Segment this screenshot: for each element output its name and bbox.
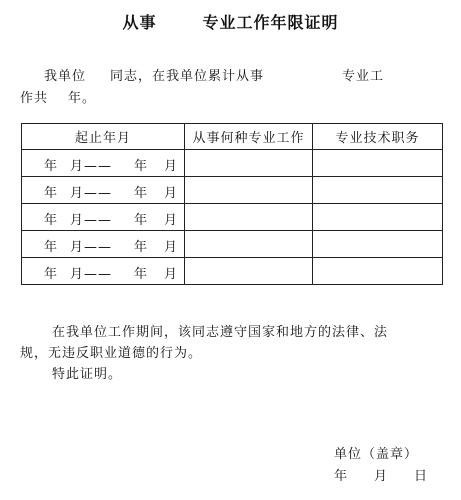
work-cell bbox=[185, 150, 313, 177]
period-cell bbox=[22, 177, 185, 204]
period-end-year: 年 bbox=[134, 240, 149, 255]
document-title bbox=[0, 10, 461, 33]
period-start-month: 月—— bbox=[70, 267, 113, 282]
table-row bbox=[22, 204, 443, 231]
period-start-year: 年 bbox=[44, 240, 59, 255]
intro-line2-b: 年。 bbox=[68, 91, 97, 106]
certification-body bbox=[20, 322, 440, 385]
title-cell bbox=[313, 258, 443, 285]
period-cell bbox=[22, 204, 185, 231]
title-part-2: 专业工作年限证明 bbox=[202, 13, 339, 32]
header-title: 专业技术职务 bbox=[313, 124, 443, 150]
table-header-row bbox=[22, 124, 443, 150]
work-cell bbox=[185, 204, 313, 231]
body-para1-line2: 规，无违反职业道德的行为。 bbox=[20, 346, 203, 361]
period-start-month: 月—— bbox=[70, 240, 113, 255]
title-cell bbox=[313, 231, 443, 258]
signature-block bbox=[334, 444, 428, 488]
intro-line1-c: 专业工 bbox=[342, 69, 385, 84]
intro-line1-a: 我单位 bbox=[44, 69, 87, 84]
work-cell bbox=[185, 177, 313, 204]
intro-line2-a: 作共 bbox=[20, 91, 49, 106]
work-cell bbox=[185, 231, 313, 258]
signature-unit: 单位（盖章） bbox=[334, 447, 419, 462]
period-cell bbox=[22, 258, 185, 285]
table-row bbox=[22, 150, 443, 177]
period-start-year: 年 bbox=[44, 267, 59, 282]
period-start-month: 月—— bbox=[70, 213, 113, 228]
period-end-month: 月 bbox=[164, 186, 179, 201]
period-end-year: 年 bbox=[134, 213, 149, 228]
period-end-year: 年 bbox=[134, 159, 149, 174]
period-start-year: 年 bbox=[44, 213, 59, 228]
period-cell bbox=[22, 150, 185, 177]
title-part-1: 从事 bbox=[122, 13, 157, 32]
period-start-month: 月—— bbox=[70, 186, 113, 201]
signature-year: 年 bbox=[334, 469, 349, 484]
period-end-year: 年 bbox=[134, 267, 149, 282]
intro-line1-b: 同志，在我单位累计从事 bbox=[110, 69, 265, 84]
period-end-month: 月 bbox=[164, 159, 179, 174]
period-start-year: 年 bbox=[44, 186, 59, 201]
work-history-table bbox=[21, 123, 443, 285]
body-para2: 特此证明。 bbox=[52, 367, 123, 382]
table-row bbox=[22, 177, 443, 204]
work-cell bbox=[185, 258, 313, 285]
period-end-month: 月 bbox=[164, 267, 179, 282]
title-cell bbox=[313, 177, 443, 204]
period-end-month: 月 bbox=[164, 213, 179, 228]
header-work: 从事何种专业工作 bbox=[185, 124, 313, 150]
signature-day: 日 bbox=[414, 469, 429, 484]
title-cell bbox=[313, 204, 443, 231]
table-row bbox=[22, 258, 443, 285]
title-cell bbox=[313, 150, 443, 177]
signature-month: 月 bbox=[374, 469, 389, 484]
header-period: 起止年月 bbox=[22, 124, 185, 150]
body-para1-line1: 在我单位工作期间，该同志遵守国家和地方的法律、法 bbox=[52, 325, 389, 340]
period-end-year: 年 bbox=[134, 186, 149, 201]
table-row bbox=[22, 231, 443, 258]
period-start-month: 月—— bbox=[70, 159, 113, 174]
period-cell bbox=[22, 231, 185, 258]
intro-paragraph bbox=[20, 66, 440, 110]
period-end-month: 月 bbox=[164, 240, 179, 255]
period-start-year: 年 bbox=[44, 159, 59, 174]
